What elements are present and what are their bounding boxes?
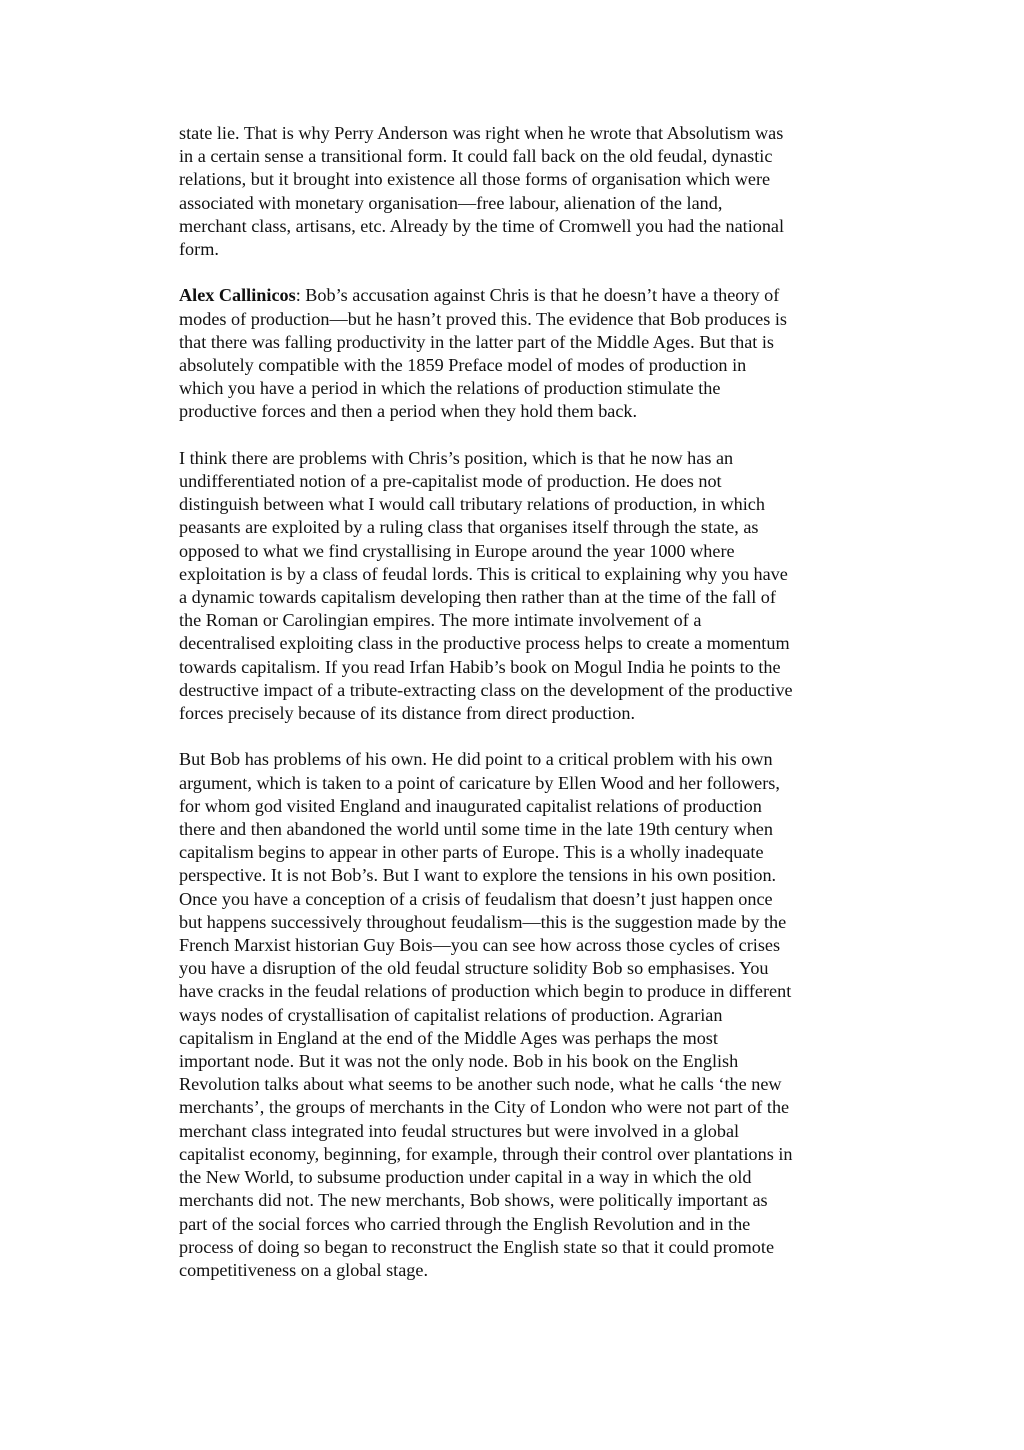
text-line: have cracks in the feudal relations of production which begin to produce in different [179,981,792,1002]
text-line: merchant class, artisans, etc. Already by the time of Cromwell you had the national [179,215,785,236]
text-line: French Marxist historian Guy Bois—you can see how across those cycles of crises [179,935,781,956]
text-line: merchants did not. The new merchants, Bob shows, were politically important as [179,1190,768,1211]
paragraph-bob-problems [179,748,879,1282]
text-line: a dynamic towards capitalism developing then rather than at the time of the fall of [179,587,776,608]
text-line: for whom god visited England and inaugurated capitalist relations of production [179,795,762,816]
text-line: state lie. That is why Perry Anderson was right when he wrote that Absolutism was [179,123,784,143]
text-line: undifferentiated notion of a pre-capitalist mode of production. He does not [179,471,722,492]
text-line: capitalism begins to appear in other parts of Europe. This is a wholly inadequate [179,842,764,863]
text-line: competitiveness on a global stage. [179,1259,429,1280]
text-line: capitalism in England at the end of the Middle Ages was perhaps the most [179,1027,718,1048]
paragraph-callinicos-intro [179,284,879,423]
text-line: modes of production—but he hasn’t proved this. The evidence that Bob produces is [179,308,787,329]
text-line: I think there are problems with Chris’s position, which is that he now has an [179,447,734,468]
paragraph-chris-position [179,447,879,725]
text-line: process of doing so began to reconstruct the English state so that it could promote [179,1236,775,1257]
text-line: there and then abandoned the world until some time in the late 19th century when [179,819,773,840]
text-line: merchants’, the groups of merchants in the City of London who were not part of the [179,1097,790,1118]
text-line: important node. But it was not the only node. Bob in his book on the English [179,1051,739,1072]
text-line: but happens successively throughout feudalism—this is the suggestion made by the [179,911,787,932]
text-line: in a certain sense a transitional form. It could fall back on the old feudal, dynastic [179,146,773,167]
text-line: perspective. It is not Bob’s. But I want to explore the tensions in his own position. [179,865,777,886]
text-line: that there was falling productivity in the latter part of the Middle Ages. But that is [179,331,775,352]
speaker-text: : Bob’s accusation against Chris is that he doesn’t have a theory of [295,285,780,306]
text-line: opposed to what we find crystallising in Europe around the year 1000 where [179,540,735,561]
text-line: argument, which is taken to a point of caricature by Ellen Wood and her followers, [179,772,780,793]
text-line: Revolution talks about what seems to be another such node, what he calls ‘the new [179,1074,782,1095]
text-line: decentralised exploiting class in the productive process helps to create a momentum [179,633,790,654]
text-line: the New World, to subsume production under capital in a way in which the old [179,1167,752,1188]
text-line: ways nodes of crystallisation of capitalist relations of production. Agrarian [179,1004,723,1025]
text-line: towards capitalism. If you read Irfan Habib’s book on Mogul India he points to the [179,656,781,677]
document-page [179,122,879,1305]
text-line: the Roman or Carolingian empires. The more intimate involvement of a [179,610,702,631]
text-line [179,284,879,307]
text-line: capitalist economy, beginning, for example, through their control over plantations in [179,1143,793,1164]
text-line: part of the social forces who carried through the English Revolution and in the [179,1213,751,1234]
text-line: exploitation is by a class of feudal lords. This is critical to explaining why you have [179,563,788,584]
text-line: destructive impact of a tribute-extracting class on the development of the productive [179,679,793,700]
text-line: which you have a period in which the relations of production stimulate the [179,378,721,399]
speaker-name: Alex Callinicos [179,285,296,306]
text-line: associated with monetary organisation—free labour, alienation of the land, [179,192,723,213]
text-line: relations, but it brought into existence all those forms of organisation which were [179,169,771,190]
paragraph-absolutism [179,122,879,261]
text-line: productive forces and then a period when they hold them back. [179,401,638,422]
text-line: merchant class integrated into feudal structures but were involved in a global [179,1120,740,1141]
text-line: But Bob has problems of his own. He did point to a critical problem with his own [179,749,773,770]
text-line: forces precisely because of its distance from direct production. [179,703,636,724]
text-line: you have a disruption of the old feudal structure solidity Bob so emphasises. You [179,958,769,979]
text-line: Once you have a conception of a crisis of feudalism that doesn’t just happen once [179,888,773,909]
text-line: peasants are exploited by a ruling class that organises itself through the state, as [179,517,759,538]
text-line: distinguish between what I would call tributary relations of production, in which [179,494,765,515]
text-line: absolutely compatible with the 1859 Preface model of modes of production in [179,355,747,376]
text-line: form. [179,239,219,260]
